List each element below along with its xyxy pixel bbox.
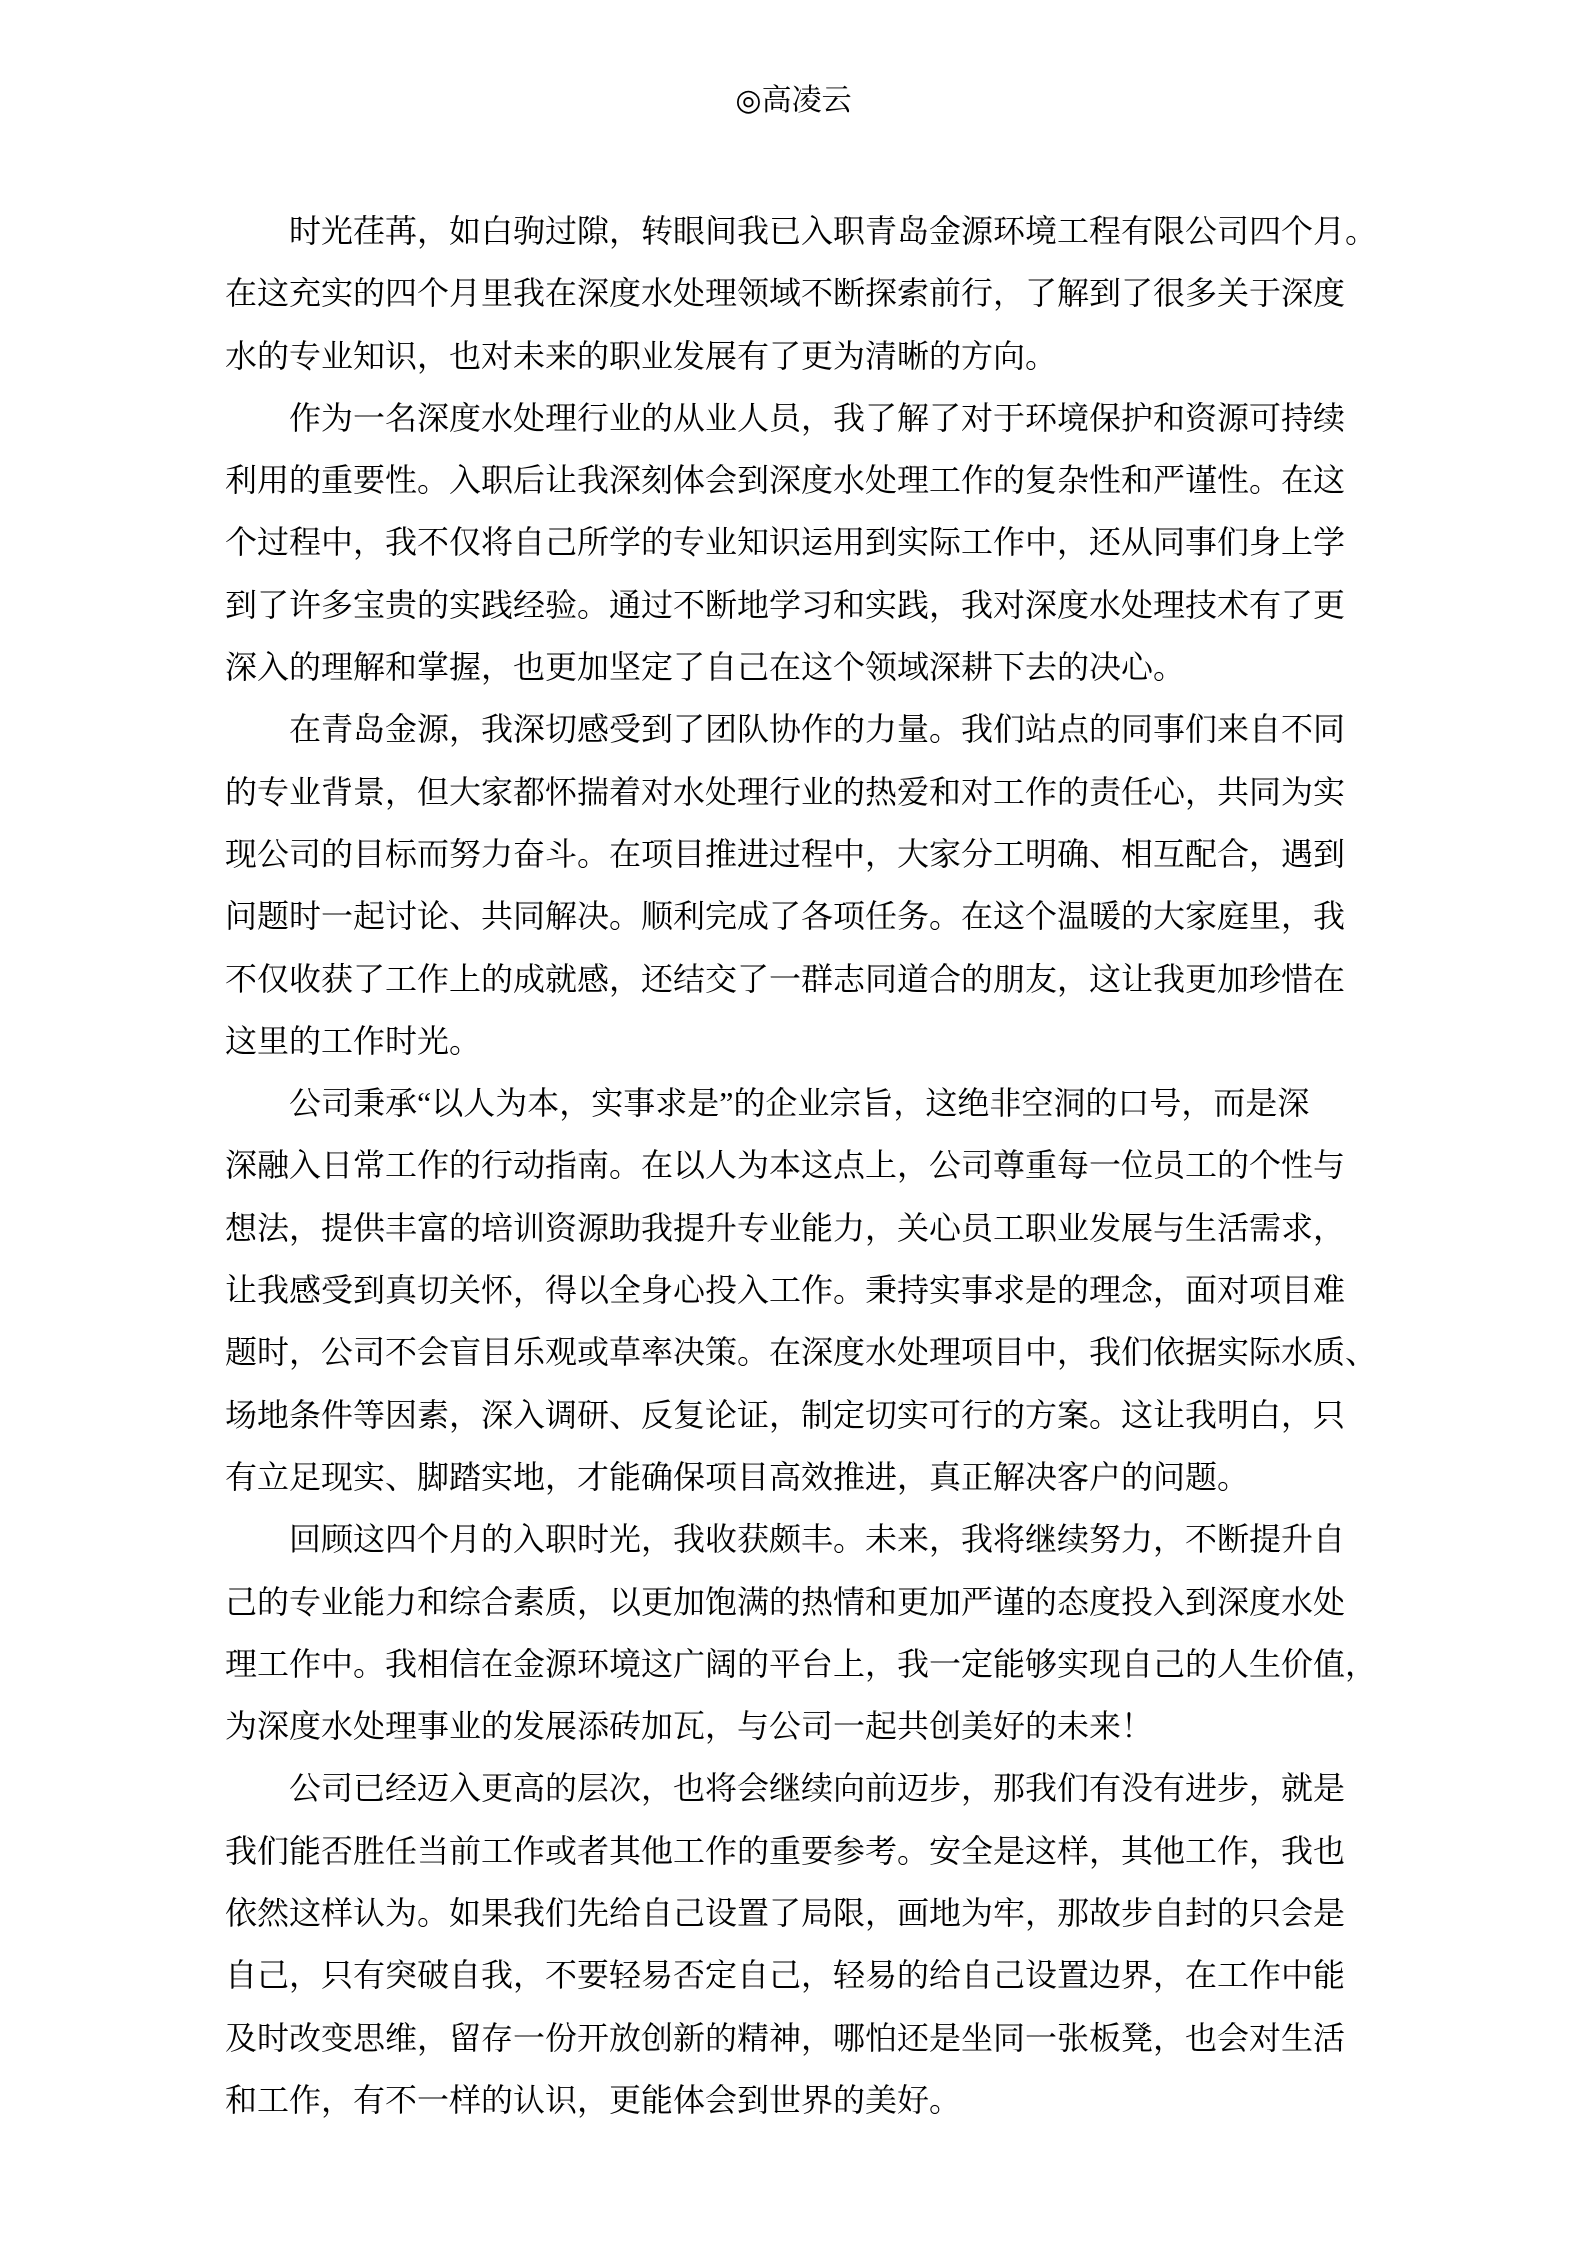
text-line: 依然这样认为。如果我们先给自己设置了局限，画地为牢，那故步自封的只会是 [225,1895,1346,1932]
paragraph [225,387,1365,698]
text-line: 水的专业知识，也对未来的职业发展有了更为清晰的方向。 [225,337,1058,374]
paragraph [225,1757,1365,2131]
document-body [225,200,1378,2131]
text-line: 深入的理解和掌握，也更加坚定了自己在这个领域深耕下去的决心。 [225,649,1186,686]
text-line: 利用的重要性。入职后让我深刻体会到深度水处理工作的复杂性和严谨性。在这 [225,462,1346,499]
text-line: 时光荏苒，如白驹过隙，转眼间我已入职青岛金源环境工程有限公司四个月。 [289,213,1378,249]
text-line: 题时，公司不会盲目乐观或草率决策。在深度水处理项目中，我们依据实际水质、 [225,1334,1378,1371]
text-line: 回顾这四个月的入职时光，我收获颇丰。未来，我将继续努力，不断提升自 [289,1521,1346,1558]
paragraph [225,698,1365,1072]
paragraph [225,1072,1378,1508]
text-line: 理工作中。我相信在金源环境这广阔的平台上，我一定能够实现自己的人生价值， [225,1645,1378,1682]
text-line: 在青岛金源，我深切感受到了团队协作的力量。我们站点的同事们来自不同 [289,711,1346,748]
page-header [0,82,1587,120]
text-line: 及时改变思维，留存一份开放创新的精神，哪怕还是坐同一张板凳，也会对生活 [225,2019,1346,2056]
text-line: 这里的工作时光。 [225,1022,482,1059]
text-line: 为深度水处理事业的发展添砖加瓦，与公司一起共创美好的未来！ [225,1708,1154,1745]
text-line: 深融入日常工作的行动指南。在以人为本这点上，公司尊重每一位员工的个性与 [225,1147,1346,1184]
author-byline: ◎高凌云 [735,84,852,117]
text-line: 公司秉承“以人为本，实事求是”的企业宗旨，这绝非空洞的口号，而是深 [289,1085,1310,1122]
text-line: 有立足现实、脚踏实地，才能确保项目高效推进，真正解决客户的问题。 [225,1458,1250,1495]
text-line: 不仅收获了工作上的成就感，还结交了一群志同道合的朋友，这让我更加珍惜在 [225,960,1346,997]
paragraph [225,200,1378,387]
paragraph [225,1508,1378,1757]
text-line: 公司已经迈入更高的层次，也将会继续向前迈步，那我们有没有进步，就是 [289,1770,1346,1807]
text-line: 在这充实的四个月里我在深度水处理领域不断探索前行，了解到了很多关于深度 [225,275,1346,312]
text-line: 和工作，有不一样的认识，更能体会到世界的美好。 [225,2081,962,2118]
text-line: 现公司的目标而努力奋斗。在项目推进过程中，大家分工明确、相互配合，遇到 [225,835,1346,872]
text-line: 己的专业能力和综合素质，以更加饱满的热情和更加严谨的态度投入到深度水处 [225,1583,1346,1620]
text-line: 问题时一起讨论、共同解决。顺利完成了各项任务。在这个温暖的大家庭里，我 [225,898,1346,935]
text-line: 想法，提供丰富的培训资源助我提升专业能力，关心员工职业发展与生活需求， [225,1209,1346,1246]
text-line: 到了许多宝贵的实践经验。通过不断地学习和实践，我对深度水处理技术有了更 [225,586,1346,623]
text-line: 个过程中，我不仅将自己所学的专业知识运用到实际工作中，还从同事们身上学 [225,524,1346,561]
text-line: 让我感受到真切关怀，得以全身心投入工作。秉持实事求是的理念，面对项目难 [225,1272,1346,1309]
text-line: 场地条件等因素，深入调研、反复论证，制定切实可行的方案。这让我明白，只 [225,1396,1346,1433]
text-line: 我们能否胜任当前工作或者其他工作的重要参考。安全是这样，其他工作，我也 [225,1832,1346,1869]
text-line: 自己，只有突破自我，不要轻易否定自己，轻易的给自己设置边界，在工作中能 [225,1957,1346,1994]
text-line: 的专业背景，但大家都怀揣着对水处理行业的热爱和对工作的责任心，共同为实 [225,773,1346,810]
text-line: 作为一名深度水处理行业的从业人员，我了解了对于环境保护和资源可持续 [289,399,1346,436]
